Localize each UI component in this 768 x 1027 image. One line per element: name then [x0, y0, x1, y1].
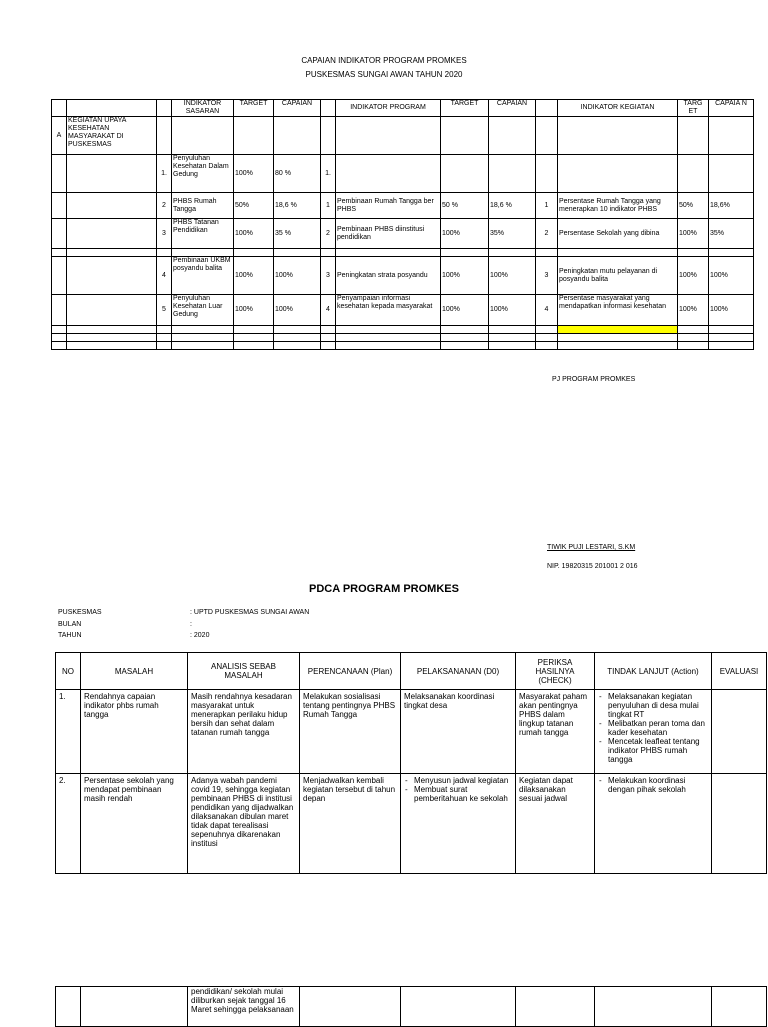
report-title-line1: CAPAIAN INDIKATOR PROGRAM PROMKES: [301, 56, 467, 65]
action-item: - Melakukan koordinasi dengan pihak sekolah: [608, 776, 708, 794]
pdca-col-periksa: PERIKSA HASILNYA (CHECK): [516, 653, 595, 690]
table-row: 2 PHBS Rumah Tangga 50% 18,6 % 1 Pembinaan Rumah Tangga ber PHBS 50 % 18,6 % 1 Persentase Rumah Tangga yang menerapkan 10 indikator PHBS 50% 18,6%: [52, 193, 754, 219]
pdca-col-no: NO: [56, 653, 81, 690]
pdca-title: PDCA PROGRAM PROMKES: [309, 583, 459, 595]
col-target-1: TARGET: [234, 100, 274, 117]
pdca-col-tindak: TINDAK LANJUT (Action): [595, 653, 712, 690]
info-value-bulan: :: [190, 621, 192, 628]
col-indikator-sasaran: INDIKATOR SASARAN: [172, 100, 234, 117]
pdca-col-masalah: MASALAH: [81, 653, 188, 690]
signature-name: TIWIK PUJI LESTARI, S.KM: [547, 544, 636, 551]
info-label-bulan: BULAN: [58, 621, 82, 628]
signature-nip: NIP. 19820315 201001 2 016: [547, 563, 638, 570]
table-row: 4 Pembinaan UKBM posyandu balita 100% 100% 3 Peningkatan strata posyandu 100% 100% 3 Peningkatan mutu pelayanan di posyandu balita 100% 100%: [52, 257, 754, 295]
table-row: 3 PHBS Tatanan Pendidikan 100% 35 % 2 Pembinaan PHBS diinstitusi pendidikan 100% 35% 2 Persentase Sekolah yang dibina 100% 35%: [52, 219, 754, 249]
col-capaian-1: CAPAIAN: [274, 100, 321, 117]
pdca-col-evaluasi: EVALUASI: [712, 653, 767, 690]
do-item: - Membuat surat pemberitahuan ke sekolah: [414, 785, 512, 803]
col-target-2: TARGET: [441, 100, 489, 117]
col-capaian-3: CAPAIA N: [709, 100, 754, 117]
table-row: 2. Persentase sekolah yang mendapat pembinaan masih rendah Adanya wabah pandemi covid 19, sehingga kegiatan pembinaan PHBS di institusi pendidikan yang dijadwalkan dilaksanakan dibulan maret tidak dapat terealisasi sepenuhnya dikarenakan institusi Menjadwalkan kembali kegiatan tersebut di tahun depan - Menyusun jadwal kegiatan - Membuat surat pemberitahuan ke sekolah Kegiatan dapat dilaksanakan sesuai jadwal - Melakukan koordinasi dengan pihak sekolah: [56, 774, 767, 874]
col-target-3: TARG ET: [678, 100, 709, 117]
action-item: - Melaksanakan kegiatan penyuluhan di desa mulai tingkat RT: [608, 692, 708, 719]
col-indikator-program: INDIKATOR PROGRAM: [336, 100, 441, 117]
table-row: 1. Penyuluhan Kesehatan Dalam Gedung 100% 80 % 1.: [52, 155, 754, 193]
pdca-col-pelaksanaan: PELAKSANANAN (D0): [401, 653, 516, 690]
section-letter: A: [52, 117, 67, 155]
col-capaian-2: CAPAIAN: [489, 100, 536, 117]
highlighted-cell: [558, 326, 678, 334]
table-row: 1. Rendahnya capaian indikator phbs rumah tangga Masih rendahnya kesadaran masyarakat untuk menerapkan perilaku hidup bersih dan sehat dalam tatanan rumah tangga Melakukan sosialisasi tentang pentingnya PHBS Rumah Tangga Melaksanakan koordinasi tingkat desa Masyarakat paham akan pentingnya PHBS dalam lingkup tatanan rumah tangga - Melaksanakan kegiatan penyuluhan di desa mulai tingkat RT - Melibatkan peran toma dan kader kesehatan - Mencetak leafleat tentang indikator PHBS rumah tangga: [56, 690, 767, 774]
info-label-puskesmas: PUSKESMAS: [58, 609, 102, 616]
continued-analysis: pendidikan/ sekolah mulai diliburkan sejak tanggal 16 Maret sehingga pelaksanaan: [188, 987, 300, 1027]
info-value-puskesmas: : UPTD PUSKESMAS SUNGAI AWAN: [190, 609, 310, 616]
pdca-col-analisis: ANALISIS SEBAB MASALAH: [188, 653, 300, 690]
pdca-col-perencanaan: PERENCANAAN (Plan): [300, 653, 401, 690]
do-item: - Menyusun jadwal kegiatan: [414, 776, 512, 785]
info-label-tahun: TAHUN: [58, 632, 82, 639]
action-item: - Melibatkan peran toma dan kader kesehatan: [608, 719, 708, 737]
indicator-table: [51, 99, 754, 350]
pdca-table-continuation: [55, 986, 767, 1027]
section-label: KEGIATAN UPAYA KESEHATAN MASYARAKAT DI PUSKESMAS: [67, 117, 157, 155]
pdca-table: [55, 652, 767, 874]
table-row: [56, 987, 767, 1027]
info-value-tahun: : 2020: [190, 632, 210, 639]
signature-role: PJ PROGRAM PROMKES: [552, 376, 636, 383]
report-title-line2: PUSKESMAS SUNGAI AWAN TAHUN 2020: [305, 70, 463, 79]
table-row: 5 Penyuluhan Kesehatan Luar Gedung 100% 100% 4 Penyampaian informasi kesehatan kepada masyarakat 100% 100% 4 Persentase masyarakat yang mendapatkan informasi kesehatan 100% 100%: [52, 295, 754, 326]
col-indikator-kegiatan: INDIKATOR KEGIATAN: [558, 100, 678, 117]
action-item: - Mencetak leafleat tentang indikator PHBS rumah tangga: [608, 737, 708, 764]
